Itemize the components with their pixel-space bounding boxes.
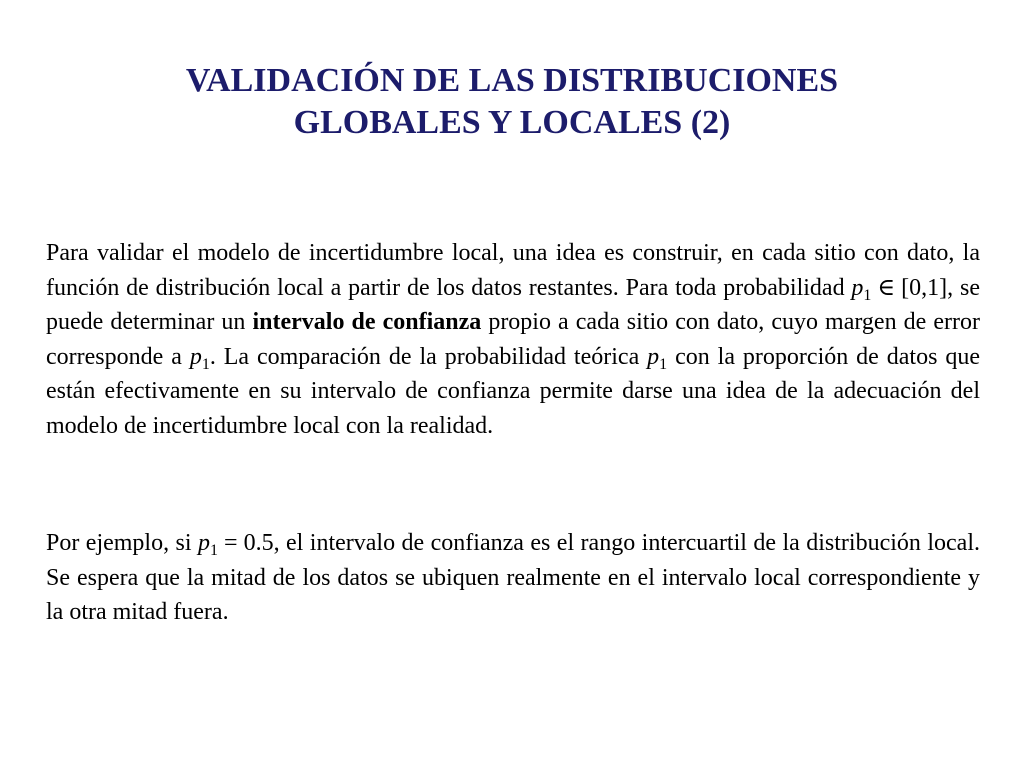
p2-var-p: p	[198, 530, 211, 556]
p2-text-2: 0.5, el intervalo de confianza es el rango intercuartil de la distribución local. Se espera que la mitad de los datos se ubiquen realmente en el intervalo local correspondiente y la otra mitad fuera.	[46, 530, 981, 625]
p1-sub-a: 1	[863, 286, 872, 304]
p2-sub: 1	[210, 542, 219, 559]
p2-text-1: Por ejemplo, si	[46, 530, 199, 556]
p1-text-4: . La comparación de la probabilidad teórica	[209, 343, 648, 370]
p1-text-5: con la proporción de datos que están efectivamente en su intervalo de confianza permite darse una idea de la adecuación del modelo de incertidumbre local con la realidad.	[46, 343, 980, 439]
paragraph-2	[46, 526, 980, 630]
slide-title	[60, 60, 964, 144]
p1-sub-c: 1	[659, 355, 668, 373]
p1-var-p-b: p	[189, 343, 202, 370]
title-line-1: VALIDACIÓN DE LAS DISTRIBUCIONES	[185, 62, 839, 99]
p1-text-3: propio a cada sitio con dato, cuyo margen de error corresponde a	[46, 309, 980, 370]
p1-text-1: Para validar el modelo de incertidumbre local, una idea es construir, en cada sitio con dato, la función de distribución local a partir de los datos restantes. Para toda probabilidad	[46, 240, 980, 301]
title-line-2: GLOBALES Y LOCALES (2)	[293, 104, 731, 141]
p1-text-2: [0,1], se puede determinar un	[46, 274, 980, 335]
p1-var-p-a: p	[851, 274, 864, 301]
p1-sub-b: 1	[201, 355, 210, 373]
p1-bold-term: intervalo de confianza	[252, 309, 482, 335]
p1-var-p-c: p	[647, 343, 660, 370]
element-of-symbol: ∈	[877, 274, 896, 301]
equals-symbol: =	[224, 530, 238, 556]
paragraph-1	[46, 236, 980, 443]
